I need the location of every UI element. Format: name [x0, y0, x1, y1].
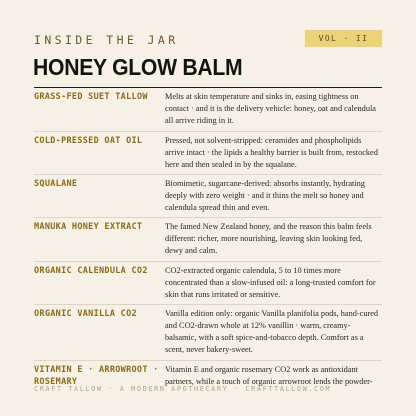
ingredient-list [34, 88, 382, 386]
section-eyebrow: INSIDE THE JAR [34, 33, 179, 47]
ingredient-description: Melts at skin temperature and sinks in, easing tightness on contact · and it is the delivery vehicle: honey, oat and calendula all arrive riding in it. [165, 92, 376, 126]
ingredient-description: Pressed, not solvent-stripped: ceramides and phospholipids arrive intact · the lipids a healthy barrier is built from, restocked here and then sealed in by the squalane. [165, 136, 378, 170]
ingredient-row [34, 175, 382, 218]
ingredient-row [34, 262, 382, 305]
page-title: HONEY GLOW BALM [33, 54, 243, 80]
ingredient-row [34, 218, 382, 262]
ingredient-name: VITAMIN E · ARROWROOT · ROSEMARY [34, 365, 159, 386]
ingredient-name: ORGANIC CALENDULA CO2 [34, 266, 148, 276]
ingredient-description: Vitamin E and organic rosemary CO2 work as antioxidant partners, while a touch of organic arrowroot lends the powder- [165, 365, 373, 386]
ingredient-row [34, 88, 382, 132]
ingredient-row [34, 132, 382, 175]
ingredient-description: Biomimetic, sugarcane-derived: absorbs instantly, hydrating deeply with zero weight · and it thins the melt so honey and calendula spread thin and even. [165, 179, 365, 213]
ingredient-description: The famed New Zealand honey, and the reason this balm feels different: richer, more nourishing, leaving skin looking fed, dewy and calm. [165, 222, 372, 256]
ingredient-name: SQUALANE [34, 179, 78, 189]
ingredient-name: MANUKA HONEY EXTRACT [34, 222, 143, 232]
ingredient-row [34, 305, 382, 361]
ingredient-row [34, 361, 382, 386]
ingredient-description: CO2-extracted organic calendula, 5 to 10 times more concentrated than a slow-infused oil: a long-trusted comfort for skin that runs irritated or sensitive. [165, 266, 376, 300]
ingredient-name: COLD-PRESSED OAT OIL [34, 136, 143, 146]
ingredient-name: ORGANIC VANILLA CO2 [34, 309, 137, 319]
ingredient-description: Vanilla edition only: organic Vanilla planifolia pods, hand-cured and CO2-drawn whole at 12% vanillin · warm, creamy-balsamic, with a soft spice-and-tobacco depth. Comfort as a scent, never bakery-sweet. [165, 309, 379, 355]
volume-badge: VOL · II [305, 30, 382, 47]
ingredient-name: GRASS-FED SUET TALLOW [34, 92, 148, 102]
page-footer: CRAFT TALLOW · A MODERN APOTHECARY · CRAFTTALLOW.COM [34, 385, 332, 393]
